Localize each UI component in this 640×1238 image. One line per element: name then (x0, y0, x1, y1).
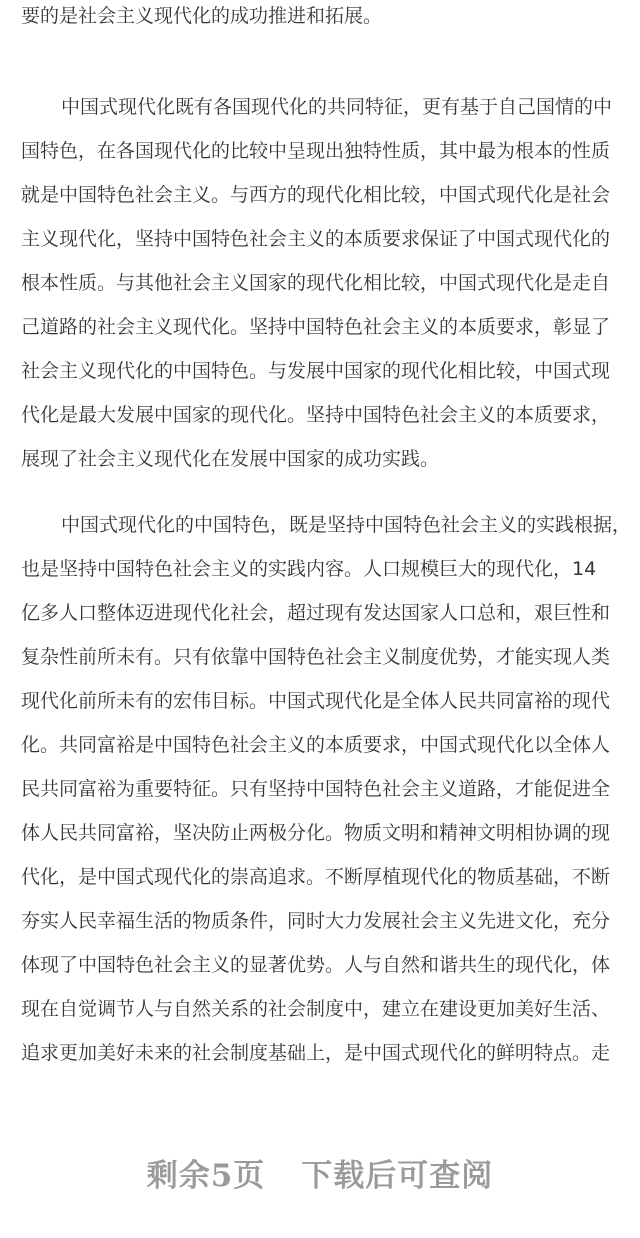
text-line: 代化是最大发展中国家的现代化。坚持中国特色社会主义的本质要求， (21, 404, 611, 426)
text-line: 化。共同富裕是中国特色社会主义的本质要求，中国式现代化以全体人 (21, 734, 611, 756)
text-line: 要的是社会主义现代化的成功推进和拓展。 (21, 5, 383, 27)
text-line: 也是坚持中国特色社会主义的实践内容。人口规模巨大的现代化，14 (21, 558, 597, 580)
text-line: 中国式现代化既有各国现代化的共同特征，更有基于自己国情的中 (61, 96, 613, 118)
text-line: 现在自觉调节人与自然关系的社会制度中，建立在建设更加美好生活、 (21, 998, 611, 1020)
download-to-read-banner[interactable] (0, 1154, 640, 1198)
text-line: 展现了社会主义现代化在发展中国家的成功实践。 (21, 448, 440, 470)
text-line: 国特色，在各国现代化的比较中呈现出独特性质，其中最为根本的性质 (21, 140, 611, 162)
remaining-pages-label: 剩余5页 (146, 1158, 266, 1194)
text-line: 复杂性前所未有。只有依靠中国特色社会主义制度优势，才能实现人类 (21, 646, 611, 668)
text-line: 体现了中国特色社会主义的显著优势。人与自然和谐共生的现代化，体 (21, 954, 611, 976)
text-line: 夯实人民幸福生活的物质条件，同时大力发展社会主义先进文化，充分 (21, 910, 611, 932)
download-prompt-label[interactable]: 下载后可查阅 (301, 1158, 494, 1194)
text-line: 就是中国特色社会主义。与西方的现代化相比较，中国式现代化是社会 (21, 184, 611, 206)
text-line: 追求更加美好未来的社会制度基础上，是中国式现代化的鲜明特点。走 (21, 1042, 611, 1064)
text-line: 民共同富裕为重要特征。只有坚持中国特色社会主义道路，才能促进全 (21, 778, 611, 800)
text-line: 主义现代化，坚持中国特色社会主义的本质要求保证了中国式现代化的 (21, 228, 611, 250)
text-line: 根本性质。与其他社会主义国家的现代化相比较，中国式现代化是走自 (21, 272, 611, 294)
text-line: 中国式现代化的中国特色，既是坚持中国特色社会主义的实践根据， (61, 514, 632, 536)
text-line: 社会主义现代化的中国特色。与发展中国家的现代化相比较，中国式现 (21, 360, 611, 382)
text-line: 己道路的社会主义现代化。坚持中国特色社会主义的本质要求，彰显了 (21, 316, 611, 338)
text-line: 现代化前所未有的宏伟目标。中国式现代化是全体人民共同富裕的现代 (21, 690, 611, 712)
text-line: 亿多人口整体迈进现代化社会，超过现有发达国家人口总和，艰巨性和 (21, 602, 611, 624)
text-line: 体人民共同富裕，坚决防止两极分化。物质文明和精神文明相协调的现 (21, 822, 611, 844)
text-line: 代化，是中国式现代化的崇高追求。不断厚植现代化的物质基础，不断 (21, 866, 611, 888)
